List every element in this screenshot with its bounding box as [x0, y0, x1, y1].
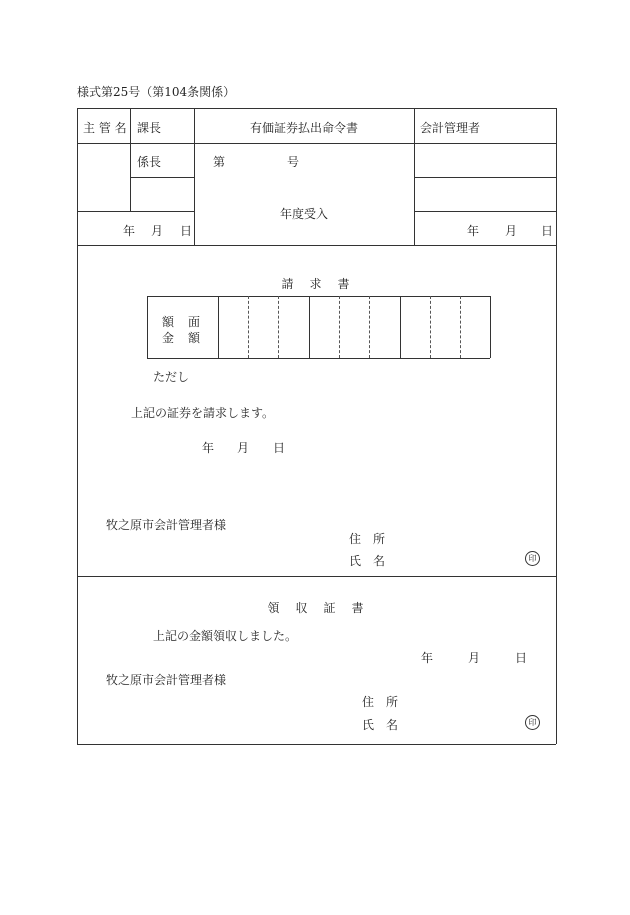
request-title: 請 求 書: [281, 277, 352, 291]
nendo-ukeire-label: 年度受入: [279, 207, 328, 221]
kakaricho-label: 係長: [137, 155, 162, 169]
amount-label-line2: 金 額: [162, 331, 202, 345]
tadashi-label: ただし: [153, 370, 190, 384]
receipt-addressee: 牧之原市会計管理者様: [106, 673, 227, 687]
receipt-seal-icon: 印: [525, 715, 540, 730]
receipt-body: 上記の金額領収しました。: [153, 629, 298, 643]
document-title: 有価証券払出命令書: [249, 121, 358, 135]
go-label: 号: [287, 155, 300, 169]
request-seal-icon: 印: [525, 551, 540, 566]
request-name-label: 氏 名: [349, 554, 386, 568]
form-number: 様式第25号（第104条関係）: [77, 85, 236, 99]
kaikei-kanrisha-label: 会計管理者: [420, 121, 481, 135]
request-address-label: 住 所: [349, 532, 386, 546]
request-body: 上記の証券を請求します。: [131, 406, 275, 420]
kacho-label: 課長: [137, 121, 162, 135]
receipt-title: 領 収 証 書: [267, 601, 366, 615]
amount-label-line1: 額 面: [162, 315, 202, 329]
request-addressee: 牧之原市会計管理者様: [106, 518, 227, 532]
shukan-label: 主 管 名: [83, 121, 127, 135]
receipt-address-label: 住 所: [362, 695, 399, 709]
dai-label: 第: [213, 155, 226, 169]
receipt-name-label: 氏 名: [362, 718, 399, 732]
